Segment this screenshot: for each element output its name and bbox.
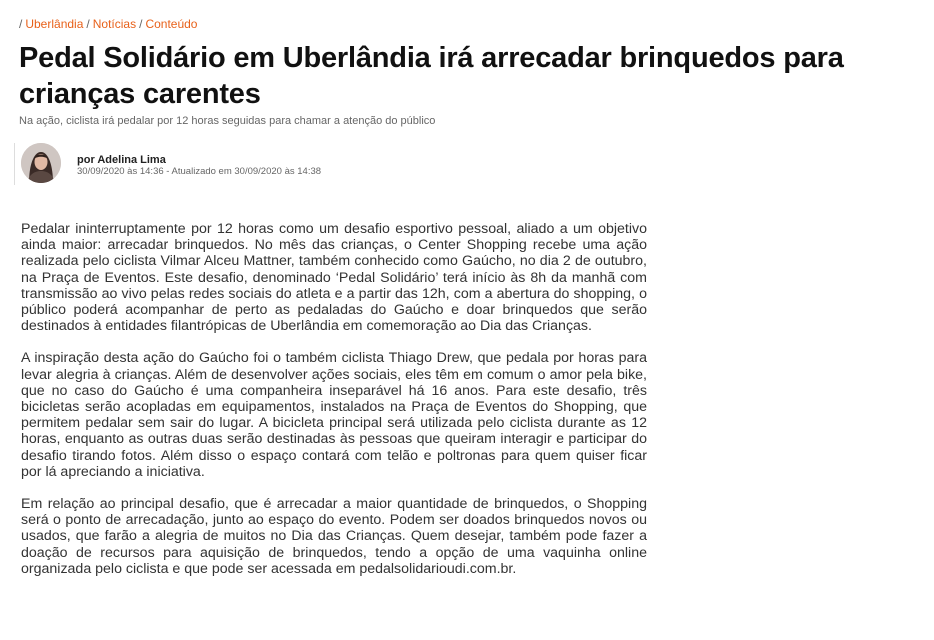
article-body [21,221,647,593]
breadcrumb [19,17,197,31]
author-name[interactable]: por Adelina Lima [77,154,166,166]
article-paragraph: Pedalar ininterruptamente por 12 horas como um desafio esportivo pessoal, aliado a um objetivo ainda maior: arrecadar brinquedos. No mês das crianças, o Center Shopping recebe uma ação realizada pelo ciclista Vilmar Alceu Mattner, também conhecido como Gaúcho, no dia 2 de outubro, na Praça de Eventos. Este desafio, denominado ‘Pedal Solidário’ terá início às 8h da manhã com transmissão ao vivo pelas redes sociais do atleta e a partir das 12h, com a abertura do shopping, o público poderá acompanhar de perto as pedaladas do Gaúcho e doar brinquedos que serão destinados à entidades filantrópicas de Uberlândia em comemoração ao Dia das Crianças. [21,221,647,335]
breadcrumb-separator: / [139,17,143,31]
author-photo-icon [21,143,61,183]
article-subtitle: Na ação, ciclista irá pedalar por 12 horas seguidas para chamar a atenção do público [19,115,436,127]
article-paragraph: Em relação ao principal desafio, que é arrecadar a maior quantidade de brinquedos, o Shopping será o ponto de arrecadação, junto ao espaço do evento. Podem ser doados brinquedos novos ou usados, que farão a alegria de muitos no Dia das Crianças. Quem desejar, também pode fazer a doação de recursos para aquisição de brinquedos, tendo a opção de uma vaquinha online organizada pelo ciclista e que pode ser acessada em pedalsolidarioudi.com.br. [21,496,647,577]
breadcrumb-lead: / [19,17,23,31]
breadcrumb-link-noticias[interactable]: Notícias [92,17,137,31]
article-title: Pedal Solidário em Uberlândia irá arrecadar brinquedos para crianças carentes [19,42,844,110]
breadcrumb-link-uberlandia[interactable]: Uberlândia [25,17,84,31]
article-paragraph: A inspiração desta ação do Gaúcho foi o também ciclista Thiago Drew, que pedala por horas para levar alegria à crianças. Além de desenvolver ações sociais, eles têm em comum o amor pela bike, que no caso do Gaúcho é uma companheira inseparável há 16 anos. Para este desafio, três bicicletas serão acopladas em equipamentos, instalados na Praça de Eventos do Shopping, que permitem pedalar sem sair do lugar. A bicicleta principal será utilizada pelo ciclista durante as 12 horas, enquanto as outras duas serão destinadas às pessoas que queiram interagir e participar do desafio tirando fotos. Além disso o espaço contará com telão e poltronas para quem quiser ficar por lá apreciando a iniciativa. [21,350,647,480]
avatar-divider [0,143,15,185]
breadcrumb-link-conteudo[interactable]: Conteúdo [145,17,198,31]
author-avatar[interactable] [21,143,61,183]
publish-dates: 30/09/2020 às 14:36 - Atualizado em 30/09/2020 às 14:38 [77,166,322,177]
breadcrumb-separator: / [86,17,90,31]
